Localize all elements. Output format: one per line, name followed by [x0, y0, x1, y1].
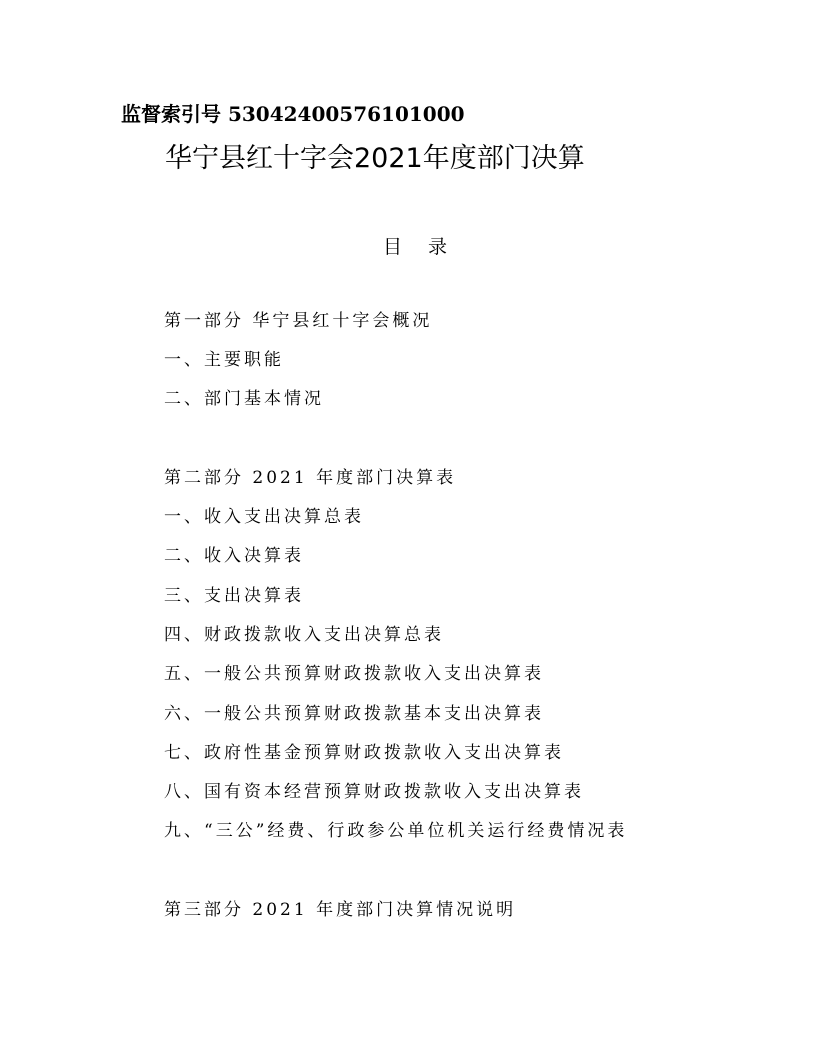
document-title: 华宁县红十字会2021年度部门决算	[165, 143, 585, 174]
supervision-index-number: 监督索引号 53042400576101000	[121, 102, 465, 126]
toc-part2-item: 四、财政拨款收入支出决算总表	[164, 625, 444, 645]
toc-part2-item: 八、国有资本经营预算财政拨款收入支出决算表	[164, 782, 584, 802]
toc-part1-title: 第一部分 华宁县红十字会概况	[164, 311, 433, 331]
toc-part2-item: 六、一般公共预算财政拨款基本支出决算表	[164, 704, 544, 724]
toc-part2-item: 一、收入支出决算总表	[164, 507, 364, 527]
toc-part1-item: 一、主要职能	[164, 350, 284, 370]
toc-heading: 目 录	[383, 236, 458, 258]
toc-part1-item: 二、部门基本情况	[164, 389, 324, 409]
toc-part2-item: 二、收入决算表	[164, 546, 304, 566]
toc-part2-item: 五、一般公共预算财政拨款收入支出决算表	[164, 664, 544, 684]
toc-part3-title: 第三部分 2021 年度部门决算情况说明	[164, 900, 517, 920]
toc-part2-title: 第二部分 2021 年度部门决算表	[164, 468, 457, 488]
toc-part2-item: 七、政府性基金预算财政拨款收入支出决算表	[164, 743, 564, 763]
toc-part2-item: 九、“三公”经费、行政参公单位机关运行经费情况表	[164, 821, 628, 841]
toc-part2-item: 三、支出决算表	[164, 586, 304, 606]
